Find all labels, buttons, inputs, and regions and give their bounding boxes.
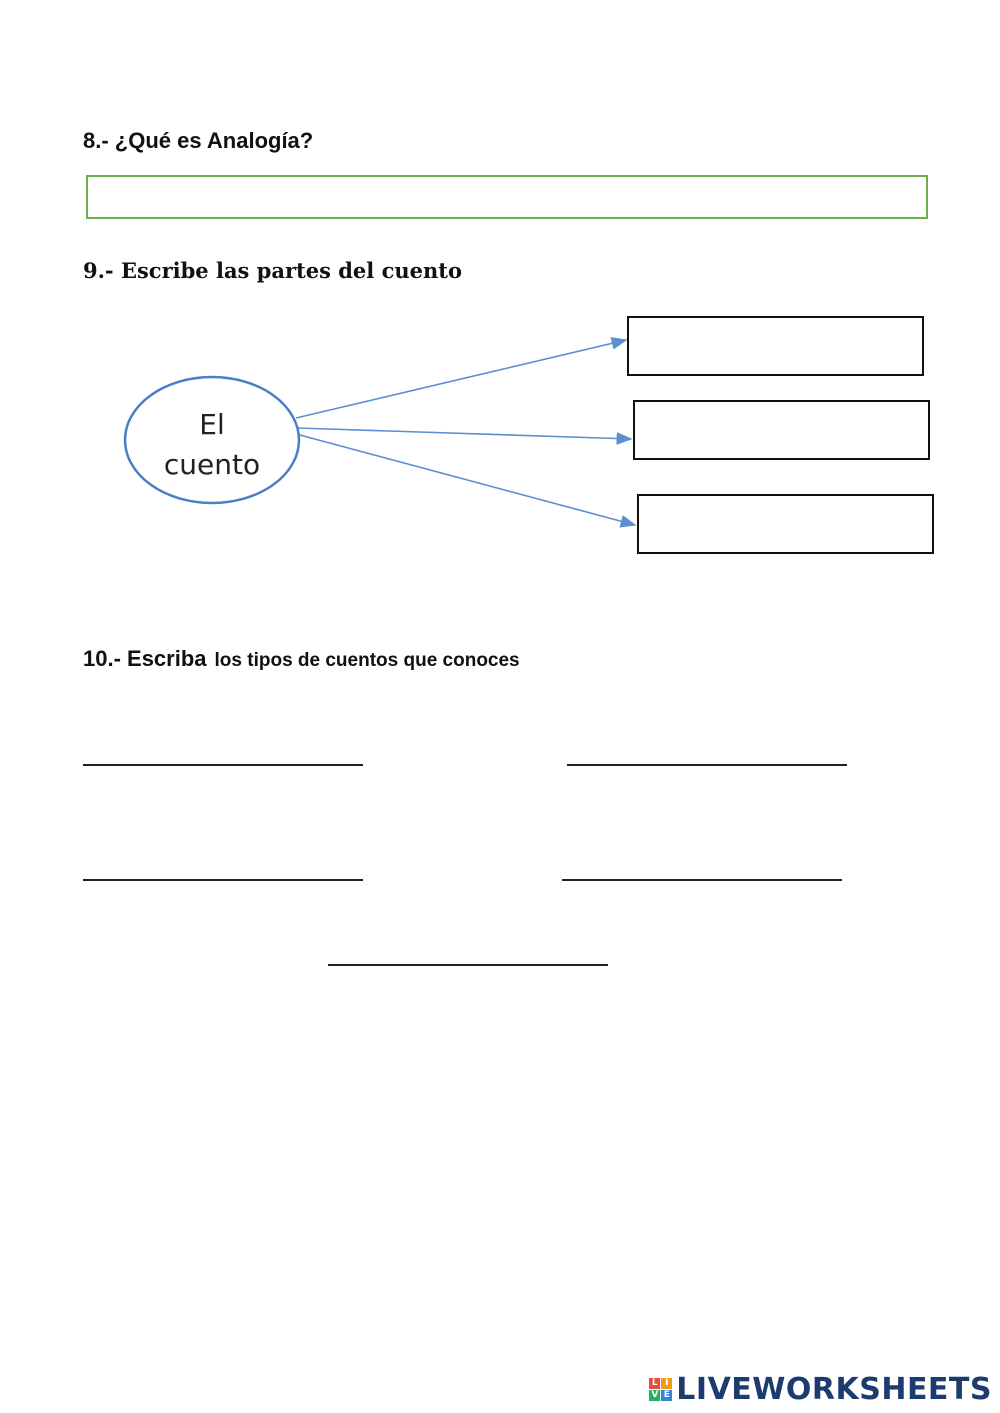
story-type-blank-1[interactable]	[83, 764, 363, 766]
story-type-blank-5[interactable]	[328, 964, 608, 966]
logo-letter: L	[649, 1378, 660, 1389]
logo-letter: V	[649, 1390, 660, 1401]
story-part-box-2[interactable]	[634, 401, 929, 459]
liveworksheets-watermark	[649, 1372, 992, 1407]
arrow-to-box-1	[296, 340, 626, 418]
question-9-title: 9.- Escribe las partes del cuento	[83, 258, 462, 283]
question-10-title	[83, 646, 520, 672]
logo-letter: E	[661, 1390, 672, 1401]
q8-answer-box[interactable]	[86, 175, 928, 219]
story-type-blank-4[interactable]	[562, 879, 842, 881]
center-label-line2: cuento	[163, 448, 261, 481]
question-8-title: 8.- ¿Qué es Analogía?	[83, 128, 314, 153]
story-type-blank-3[interactable]	[83, 879, 363, 881]
liveworksheets-logo-icon	[649, 1378, 672, 1401]
center-label-line1: El	[199, 408, 225, 441]
story-type-blank-2[interactable]	[567, 764, 847, 766]
question-10-title-rest: los tipos de cuentos que conoces	[214, 650, 520, 671]
brand-name: LIVEWORKSHEETS	[676, 1372, 992, 1407]
story-part-box-1[interactable]	[628, 317, 923, 375]
arrow-to-box-3	[296, 434, 635, 525]
logo-letter: I	[661, 1378, 672, 1389]
arrow-to-box-2	[298, 428, 631, 439]
story-part-box-3[interactable]	[638, 495, 933, 553]
story-parts-diagram	[0, 300, 1000, 580]
question-10-title-main: 10.- Escriba	[83, 646, 207, 671]
